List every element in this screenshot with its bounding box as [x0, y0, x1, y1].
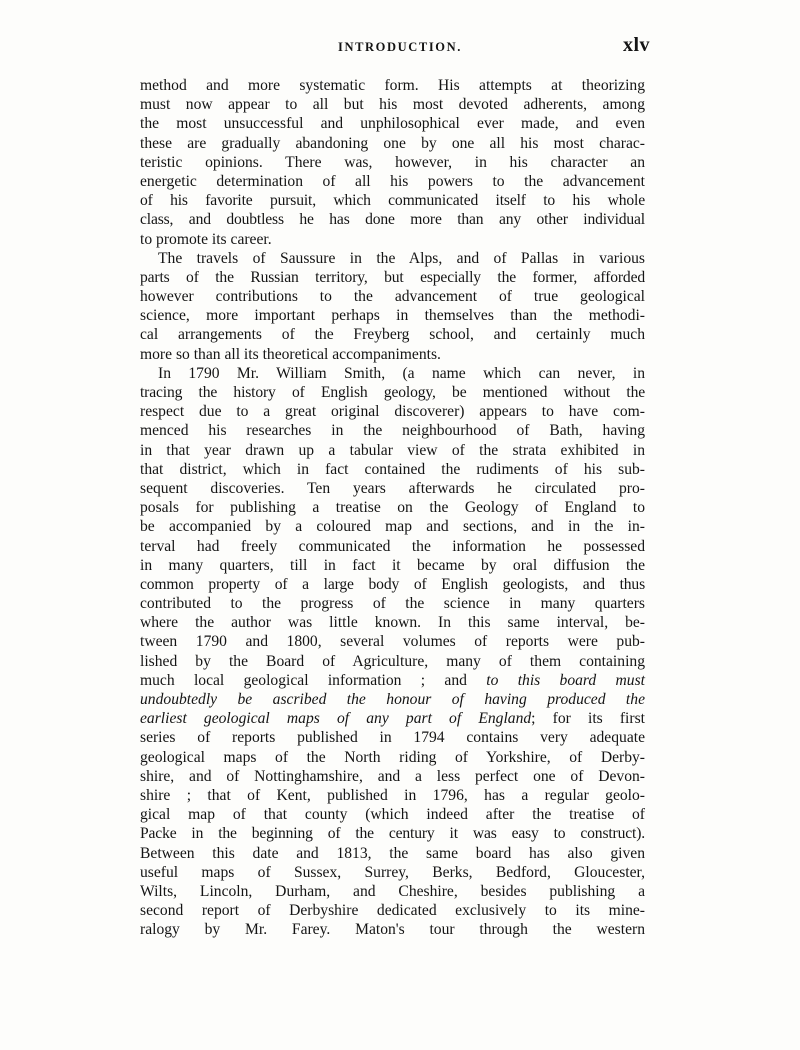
- running-head-title: INTRODUCTION.: [338, 40, 462, 54]
- text-segment: tracing the history of English geology, be mentioned without the: [140, 384, 645, 401]
- text-segment: common property of a large body of English geologists, and thus: [140, 575, 645, 593]
- text-line: [140, 728, 645, 747]
- text-line: [140, 364, 645, 383]
- text-line: [140, 345, 645, 364]
- text-line: [140, 287, 645, 306]
- text-segment: respect due to a great original discoverer) appears to have com-: [140, 403, 645, 421]
- text-segment: shire, and of Nottinghamshire, and a less perfect one of Devon-: [140, 767, 645, 785]
- text-line: [140, 210, 645, 229]
- text-segment: much local geological information ; and: [140, 671, 487, 689]
- text-line: [140, 114, 645, 133]
- text-line: [140, 882, 645, 901]
- text-line: [140, 632, 645, 651]
- text-line: [140, 402, 645, 421]
- text-line: [140, 498, 645, 517]
- text-segment: The travels of Saussure in the Alps, and of Pallas in various: [158, 249, 645, 267]
- text-segment: energetic determination of all his powers to the advancement: [140, 172, 645, 190]
- text-line: [140, 556, 645, 575]
- text-segment: shire ; that of Kent, published in 1796, has a regular geolo-: [140, 786, 645, 804]
- running-head: [0, 34, 800, 64]
- text-segment: more so than all its theoretical accompaniments.: [140, 345, 441, 363]
- text-line: [140, 441, 645, 460]
- text-line: [140, 249, 645, 268]
- text-segment: teristic opinions. There was, however, in his character an: [140, 153, 645, 171]
- text-segment: gical map of that county (which indeed after the treatise of: [140, 806, 645, 824]
- text-line: [140, 824, 645, 843]
- text-line: [140, 805, 645, 824]
- text-segment: where the author was little known. In this same interval, be-: [140, 614, 645, 632]
- body-text: [140, 76, 645, 939]
- text-segment: tween 1790 and 1800, several volumes of reports were pub-: [140, 633, 645, 651]
- text-segment: method and more systematic form. His attempts at theorizing: [140, 77, 645, 94]
- text-line: [140, 479, 645, 498]
- text-segment: Packe in the beginning of the century it was easy to construct).: [140, 825, 645, 843]
- text-line: [140, 306, 645, 325]
- text-line: [140, 134, 645, 153]
- text-line: [140, 230, 645, 249]
- italic-text: to this board must: [486, 671, 645, 689]
- text-segment: lished by the Board of Agriculture, many of them containing: [140, 652, 645, 670]
- paragraph: [140, 76, 645, 249]
- text-line: [140, 613, 645, 632]
- text-segment: useful maps of Sussex, Surrey, Berks, Bedford, Gloucester,: [140, 863, 645, 881]
- text-line: [140, 76, 645, 95]
- text-line: [140, 325, 645, 344]
- text-line: [140, 153, 645, 172]
- text-line: [140, 191, 645, 210]
- text-segment: Wilts, Lincoln, Durham, and Cheshire, besides publishing a: [140, 882, 645, 900]
- text-line: [140, 594, 645, 613]
- paragraph: [140, 364, 645, 940]
- text-segment: the most unsuccessful and unphilosophical ever made, and even: [140, 115, 645, 133]
- text-segment: be accompanied by a coloured map and sections, and in the in-: [140, 518, 645, 536]
- text-line: [140, 767, 645, 786]
- text-segment: second report of Derbyshire dedicated exclusively to its mine-: [140, 902, 645, 920]
- text-segment: that district, which in fact contained the rudiments of his sub-: [140, 460, 645, 478]
- text-line: [140, 709, 645, 728]
- text-line: [140, 460, 645, 479]
- text-line: [140, 901, 645, 920]
- text-segment: terval had freely communicated the information he possessed: [140, 537, 645, 555]
- text-line: [140, 786, 645, 805]
- text-line: [140, 172, 645, 191]
- text-segment: class, and doubtless he has done more than any other individual: [140, 211, 645, 229]
- text-line: [140, 517, 645, 536]
- text-line: [140, 268, 645, 287]
- text-line: [140, 844, 645, 863]
- text-line: [140, 690, 645, 709]
- text-segment: cal arrangements of the Freyberg school, and certainly much: [140, 326, 645, 344]
- italic-text: earliest geological maps of any part of England: [140, 710, 532, 728]
- text-segment: contributed to the progress of the science in many quarters: [140, 595, 645, 613]
- page-number: xlv: [622, 34, 650, 56]
- text-segment: ralogy by Mr. Farey. Maton's tour through the western: [140, 921, 645, 939]
- text-segment: menced his researches in the neighbourhood of Bath, having: [140, 422, 645, 440]
- text-segment: Between this date and 1813, the same board has also given: [140, 844, 645, 862]
- text-segment: science, more important perhaps in themselves than the methodi-: [140, 307, 645, 325]
- text-line: [140, 537, 645, 556]
- text-line: [140, 671, 645, 690]
- text-segment: however contributions to the advancement of true geological: [140, 288, 645, 306]
- text-segment: posals for publishing a treatise on the Geology of England to: [140, 499, 645, 517]
- text-segment: ; for its first: [531, 710, 645, 728]
- italic-text: undoubtedly be ascribed the honour of having produced the: [140, 691, 645, 708]
- text-line: [140, 421, 645, 440]
- text-segment: In 1790 Mr. William Smith, (a name which can never, in: [158, 364, 645, 382]
- text-segment: in many quarters, till in fact it became by oral diffusion the: [140, 556, 645, 574]
- text-segment: must now appear to all but his most devoted adherents, among: [140, 96, 645, 114]
- text-line: [140, 575, 645, 594]
- text-line: [140, 748, 645, 767]
- text-segment: in that year drawn up a tabular view of the strata exhibited in: [140, 441, 645, 459]
- paragraph: [140, 249, 645, 364]
- text-segment: parts of the Russian territory, but especially the former, afforded: [140, 268, 645, 286]
- text-segment: to promote its career.: [140, 230, 272, 248]
- text-line: [140, 95, 645, 114]
- text-segment: series of reports published in 1794 contains very adequate: [140, 729, 645, 747]
- text-segment: geological maps of the North riding of Yorkshire, of Derby-: [140, 748, 645, 766]
- text-segment: these are gradually abandoning one by one all his most charac-: [140, 134, 645, 152]
- text-line: [140, 920, 645, 939]
- text-segment: of his favorite pursuit, which communicated itself to his whole: [140, 192, 645, 210]
- text-line: [140, 863, 645, 882]
- text-line: [140, 383, 645, 402]
- text-segment: sequent discoveries. Ten years afterwards he circulated pro-: [140, 479, 645, 497]
- text-line: [140, 652, 645, 671]
